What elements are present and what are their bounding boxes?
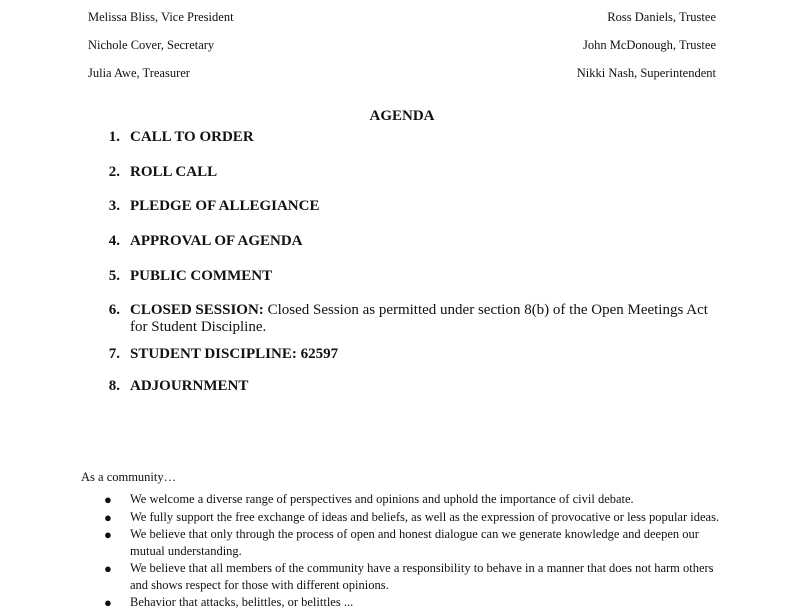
officer-trustee-2: John McDonough, Trustee [583, 38, 716, 52]
agenda-item-label: ROLL CALL [130, 164, 218, 180]
bullet-icon: ● [104, 561, 112, 576]
bullet-icon: ● [104, 492, 112, 507]
bullet-icon: ● [104, 595, 112, 610]
agenda-item [104, 129, 724, 146]
agenda-item-number: 1. [108, 129, 120, 145]
list-item [104, 526, 724, 560]
officer-trustee-1: Ross Daniels, Trustee [607, 10, 716, 24]
bullet-icon: ● [104, 510, 112, 525]
agenda-item-number: 6. [108, 302, 120, 318]
agenda-item-label: ADJOURNMENT [130, 378, 249, 394]
agenda-item [104, 268, 724, 285]
bullet-text: Behavior that attacks, belittles, or belittles ... [130, 595, 354, 609]
agenda-item-number: 5. [108, 268, 120, 284]
agenda-item-label: CLOSED SESSION: [130, 302, 264, 318]
agenda-item-label: CALL TO ORDER [130, 129, 254, 145]
list-item [104, 491, 724, 508]
agenda-item-description: Closed Session as permitted under section 8(b) of the Open Meetings Act for Student Discipline. [130, 302, 708, 335]
agenda-item [104, 198, 724, 215]
officer-treasurer: Julia Awe, Treasurer [88, 66, 190, 80]
agenda-item-number: 2. [108, 164, 120, 180]
bullet-text: We fully support the free exchange of ideas and beliefs, as well as the expression of provocative or less popular ideas. [130, 510, 720, 524]
bullet-icon: ● [104, 527, 112, 542]
agenda-item-label: APPROVAL OF AGENDA [130, 233, 303, 249]
agenda-item [104, 346, 724, 363]
agenda-item-label: PLEDGE OF ALLEGIANCE [130, 198, 320, 214]
agenda-item-number: 7. [108, 346, 120, 362]
list-item [104, 560, 724, 594]
community-intro: As a community… [81, 470, 177, 484]
list-item [104, 594, 724, 611]
agenda-item [104, 378, 724, 395]
agenda-item-label: STUDENT DISCIPLINE: 62597 [130, 346, 339, 362]
bullet-text: We welcome a diverse range of perspectives and opinions and uphold the importance of civil debate. [130, 492, 634, 506]
bullet-text: We believe that only through the process of open and honest dialogue can we generate knowledge and deepen our mutual understanding. [130, 527, 699, 558]
officer-vice-president: Melissa Bliss, Vice President [88, 10, 234, 24]
agenda-item [104, 164, 724, 181]
agenda-item-number: 3. [108, 198, 120, 214]
agenda-item-label: PUBLIC COMMENT [130, 268, 273, 284]
agenda-item [104, 233, 724, 250]
officer-superintendent: Nikki Nash, Superintendent [576, 66, 716, 80]
agenda-title: AGENDA [369, 108, 435, 124]
list-item [104, 509, 724, 526]
agenda-item-number: 4. [108, 233, 120, 249]
bullet-text: We believe that all members of the community have a responsibility to behave in a manner that does not harm others and shows respect for those with different opinions. [130, 561, 714, 592]
officer-secretary: Nichole Cover, Secretary [88, 38, 215, 52]
agenda-item-number: 8. [108, 378, 120, 394]
agenda-item [104, 302, 724, 336]
